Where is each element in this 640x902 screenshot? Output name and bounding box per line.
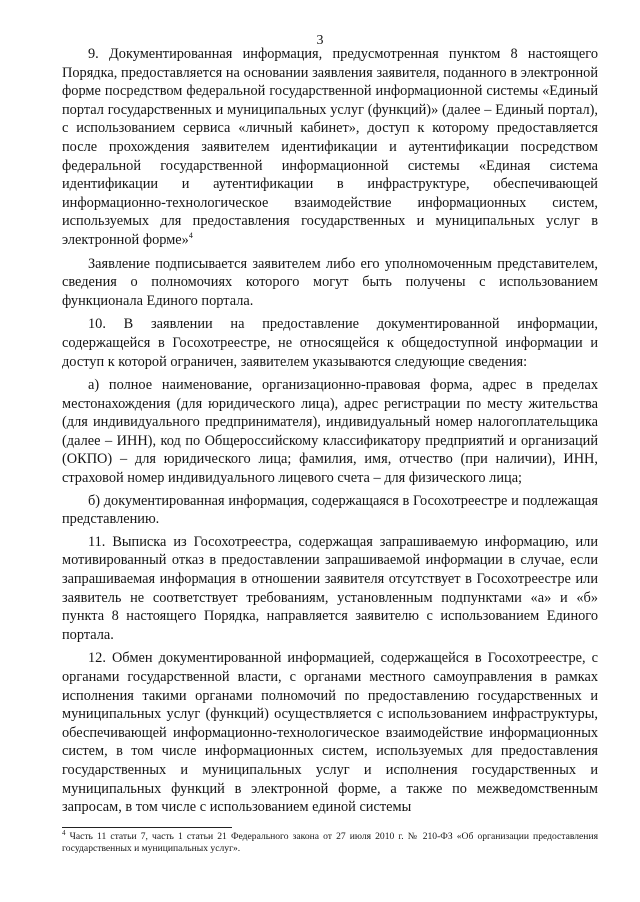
subitem-a: а) полное наименование, организационно-правовая форма, адрес в пределах местонахождения (для юридического лица), адрес регистрации по месту жительства (для индивидуального предпринимателя), индивидуальный номер налогоплательщика (далее – ИНН), код по Общероссийскому классификатору предприятий и организаций (ОКПО) – для юридического лица; фамилия, имя, отчество (при наличии), ИНН, страховой номер индивидуального лицевого счета – для физического лица; (62, 377, 598, 487)
paragraph-text: 9. Документированная информация, предусмотренная пунктом 8 настоящего Порядка, предоставляется на основании заявления заявителя, поданного в электронной форме посредством федеральной государственной информационной системы «Единый портал государственных и муниципальных услуг (функций)» (далее – Единый портал), с использованием сервиса «личный кабинет», доступ к которому предоставляется после прохождения заявителем идентификации и аутентификации посредством федеральной государственной информационной системы «Единая система идентификации и аутентификации в инфраструктуре, обеспечивающей информационно-технологическое взаимодействие информационных систем, используемых для предоставления государственных и муниципальных услуг в электронной форме» (62, 46, 598, 248)
paragraph-10: 10. В заявлении на предоставление документированной информации, содержащейся в Госохотреестре, не относящейся к общедоступной информации и доступ к которой ограничен, заявителем указываются следующие сведения: (62, 316, 598, 370)
paragraph-11: 11. Выписка из Госохотреестра, содержащая запрашиваемую информацию, или мотивированный отказ в предоставлении запрашиваемой информации в случае, если запрашиваемая информация в отношении заявителя отсутствует в Госохотреестре или заявитель не соответствует требованиям, установленным подпунктами «а» и «б» пункта 8 настоящего Порядка, направляется заявителю с использованием Единого портала. (62, 533, 598, 643)
page-number: 3 (316, 33, 324, 48)
footnote (62, 828, 598, 855)
document-body (62, 45, 598, 822)
footnote-text: Часть 11 статьи 7, часть 1 статьи 21 Федерального закона от 27 июля 2010 г. № 210-ФЗ «Об организации предоставления государственных и муниципальных услуг». (62, 831, 598, 854)
paragraph-9 (62, 45, 598, 250)
footnote-ref: 4 (188, 231, 193, 241)
paragraph-12: 12. Обмен документированной информацией, содержащейся в Госохотреестре, с органами государственной власти, с органами местного самоуправления в рамках исполнения такими органами полномочий по предоставлению государственных и муниципальных услуг (функций) осуществляется с использованием инфраструктуры, обеспечивающей информационно-технологическое взаимодействие информационных систем, в том числе информационных систем, используемых для предоставления государственных и муниципальных услуг и исполнения государственных и муниципальных функций в электронной форме, а также по межведомственным запросам, в том числе с использованием единой системы (62, 650, 598, 816)
subitem-b: б) документированная информация, содержащаяся в Госохотреестре и подлежащая представлению. (62, 492, 598, 528)
paragraph-signature: Заявление подписывается заявителем либо его уполномоченным представителем, сведения о полномочиях которого могут быть получены с использованием функционала Единого портала. (62, 255, 598, 309)
footnote-marker: 4 (62, 828, 66, 837)
footnote-divider (62, 827, 232, 828)
